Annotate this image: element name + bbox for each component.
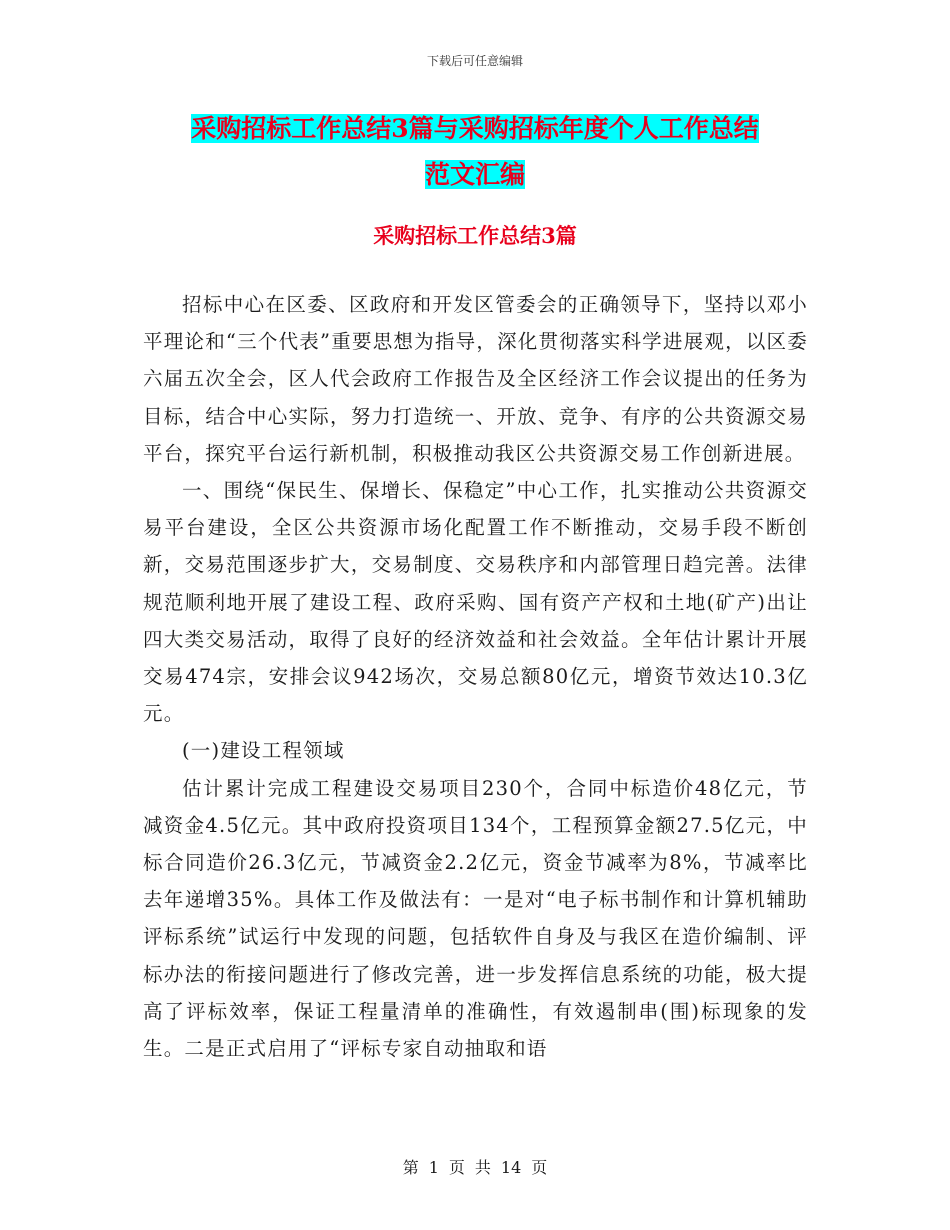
section-title: 采购招标工作总结3篇 [373,223,577,248]
footer-page-mid: 页 [448,1158,465,1177]
document-title-line2: 范文汇编 [424,160,525,189]
footer-total-prefix: 共 [474,1158,491,1177]
document-title [150,106,800,198]
footer-page-prefix: 第 [402,1158,419,1177]
body-text [143,286,808,1067]
header-note: 下载后可任意编辑 [426,54,523,68]
paragraph: 招标中心在区委、区政府和开发区管委会的正确领导下，坚持以邓小平理论和“三个代表”重要思想为指导，深化贯彻落实科学进展观，以区委六届五次全会，区人代会政府工作报告及全区经济工作会议提出的任务为目标，结合中心实际，努力打造统一、开放、竞争、有序的公共资源交易平台，探究平台运行新机制，积极推动我区公共资源交易工作创新进展。 [143,293,808,465]
total-pages: 14 [500,1158,522,1177]
subheading: (一)建设工程领域 [182,739,345,763]
footer-total-suffix: 页 [531,1158,548,1177]
document-title-line1: 采购招标工作总结3篇与采购招标年度个人工作总结 [191,114,759,143]
page-footer [0,1155,950,1178]
paragraph: 估计累计完成工程建设交易项目230个，合同中标造价48亿元，节减资金4.5亿元。其中政府投资项目134个，工程预算金额27.5亿元，中标合同造价26.3亿元，节减资金2.2亿元，资金节减率为8%，节减率比去年递增35%。具体工作及做法有：一是对“电子标书制作和计算机辅助评标系统”试运行中发现的问题，包括软件自身及与我区在造价编制、评标办法的衔接问题进行了修改完善，进一步发挥信息系统的功能，极大提高了评标效率，保证工程量清单的准确性，有效遏制串(围)标现象的发生。二是正式启用了“评标专家自动抽取和语 [143,776,808,1061]
page-number: 1 [428,1158,439,1177]
paragraph: 一、围绕“保民生、保增长、保稳定”中心工作，扎实推动公共资源交易平台建设，全区公共资源市场化配置工作不断推动，交易手段不断创新，交易范围逐步扩大，交易制度、交易秩序和内部管理日趋完善。法律规范顺利地开展了建设工程、政府采购、国有资产产权和土地(矿产)出让四大类交易活动，取得了良好的经济效益和社会效益。全年估计累计开展交易474宗，安排会议942场次，交易总额80亿元，增资节效达10.3亿元。 [143,479,808,726]
